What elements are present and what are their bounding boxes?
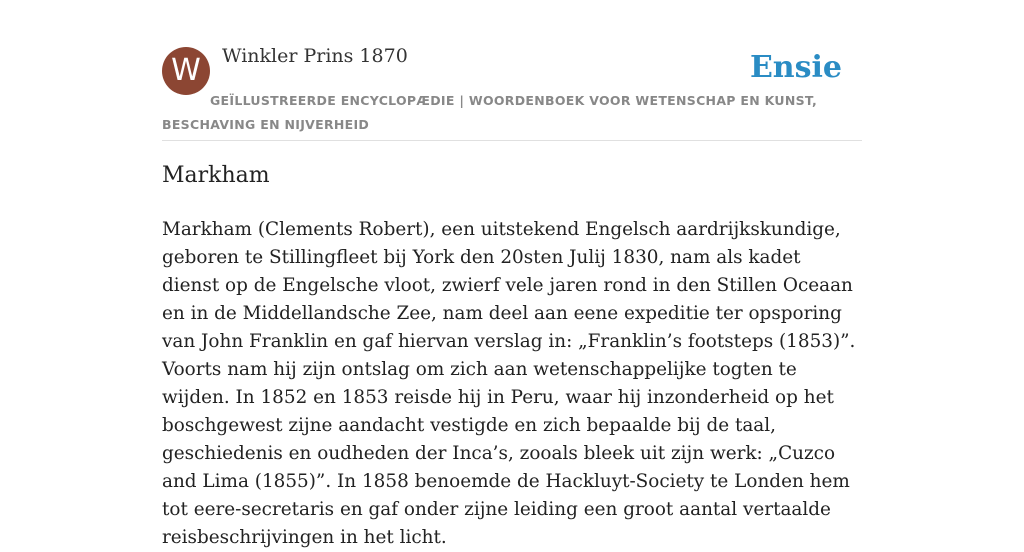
entry-title: Markham [162, 163, 270, 188]
page-container [162, 0, 862, 548]
source-header [162, 0, 862, 141]
source-title-link[interactable]: Winkler Prins 1870 [222, 45, 408, 67]
source-avatar[interactable]: W [162, 47, 210, 95]
entry-body: Markham (Clements Robert), een uitstekend Engelsch aardrijkskundige, geboren te Stillingfleet bij York den 20sten Julij 1830, nam als kadet dienst op de Engelsche vloot, zwierf vele jaren rond in den Stillen Oceaan en in de Middellandsche Zee, nam deel aan eene expeditie ter opsporing van John Franklin en gaf hiervan verslag in: „Franklin’s footsteps (1853)”. Voorts nam hij zijn ontslag om zich aan wetenschappelijke togten te wijden. In 1852 en 1853 reisde hij in Peru, waar hij inzonderheid op het boschgewest zijne aandacht vestigde en zich bepaalde bij de taal, geschiedenis en oudheden der Inca’s, zooals bleek uit zijn werk: „Cuzco and Lima (1855)”. In 1858 benoemde de Hackluyt-Society te Londen hem tot eere-secretaris en gaf onder zijne leiding een groot aantal vertaalde reisbeschrijvingen in het licht. [162, 219, 856, 548]
ensie-logo[interactable]: Ensie [749, 50, 842, 85]
source-subtitle: GEÏLLUSTREERDE ENCYCLOPÆDIE | WOORDENBOEK VOOR WETENSCHAP EN KUNST, BESCHAVING EN NIJVERHEID [162, 93, 818, 132]
